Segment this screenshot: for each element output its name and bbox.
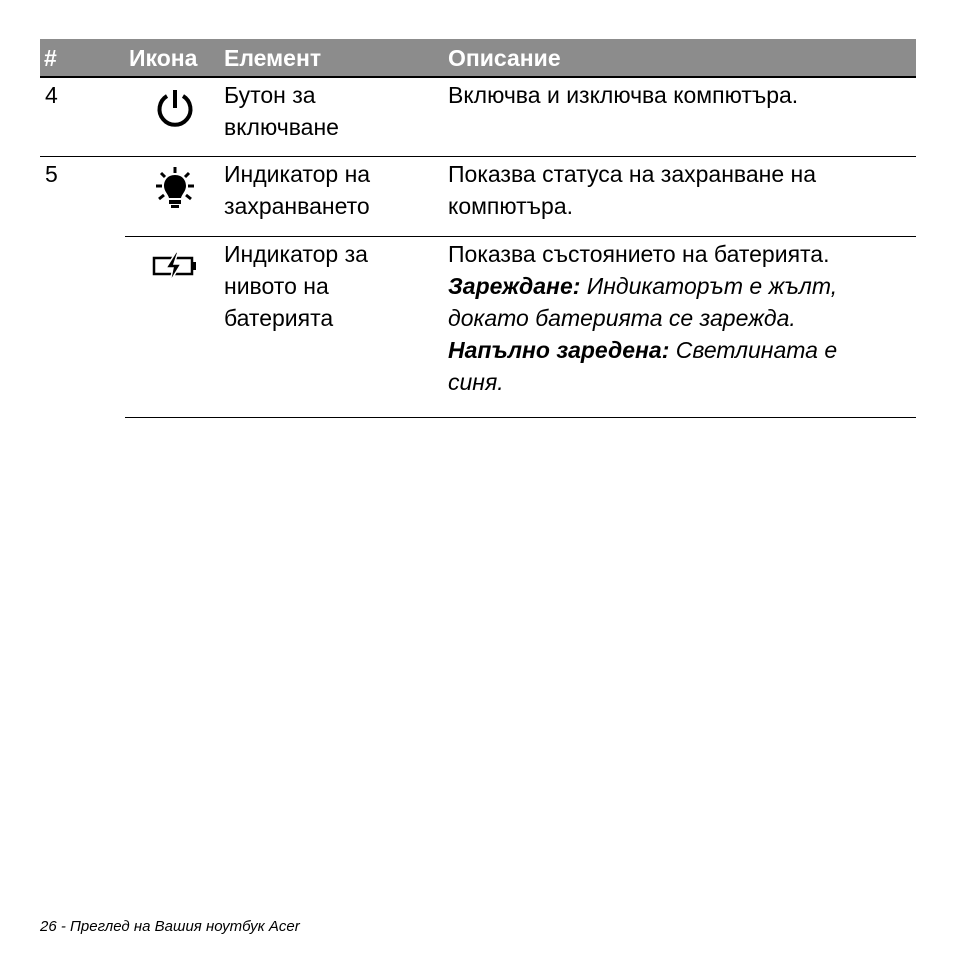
description-line: Включва и изключва компютъра.	[448, 82, 799, 108]
power-icon	[154, 110, 196, 136]
charging-text: Индикаторът е жълт,	[580, 273, 838, 299]
description-line: Показва статуса на захранване на	[448, 161, 817, 187]
table-row	[40, 237, 916, 418]
table-row	[40, 77, 916, 157]
feature-table	[40, 39, 916, 418]
element-description	[448, 157, 916, 237]
header-description: Описание	[448, 39, 916, 77]
header-icon: Икона	[125, 39, 224, 77]
element-line: Индикатор за	[224, 241, 368, 267]
element-line: включване	[224, 114, 339, 140]
full-text: Светлината е	[669, 337, 838, 363]
full-text-cont: синя.	[448, 369, 504, 395]
charging-line	[448, 270, 916, 302]
element-line: батерията	[224, 305, 334, 331]
header-row	[40, 39, 916, 77]
element-name	[224, 237, 448, 418]
header-element: Елемент	[224, 39, 448, 77]
element-description	[448, 237, 916, 418]
header-num: #	[40, 39, 125, 77]
charging-text-cont: докато батерията се зарежда.	[448, 305, 796, 331]
element-name	[224, 157, 448, 237]
page-footer: 26 - Преглед на Вашия ноутбук Acer	[40, 918, 300, 935]
description-line: Показва състоянието на батерията.	[448, 241, 830, 267]
element-line: Индикатор на	[224, 161, 371, 187]
element-description	[448, 77, 916, 157]
table-header	[40, 39, 916, 77]
full-line	[448, 334, 916, 366]
row-number: 5	[45, 161, 58, 187]
table-row	[40, 157, 916, 237]
element-name	[224, 77, 448, 157]
charging-label: Зареждане:	[448, 273, 581, 299]
description-line: компютъра.	[448, 193, 574, 219]
row-number: 4	[40, 77, 125, 157]
full-label: Напълно заредена:	[448, 337, 670, 363]
element-line: нивото на	[224, 273, 329, 299]
lightbulb-icon	[154, 190, 196, 216]
battery-charging-icon	[151, 262, 199, 288]
element-line: Бутон за	[224, 82, 316, 108]
element-line: захранването	[224, 193, 370, 219]
